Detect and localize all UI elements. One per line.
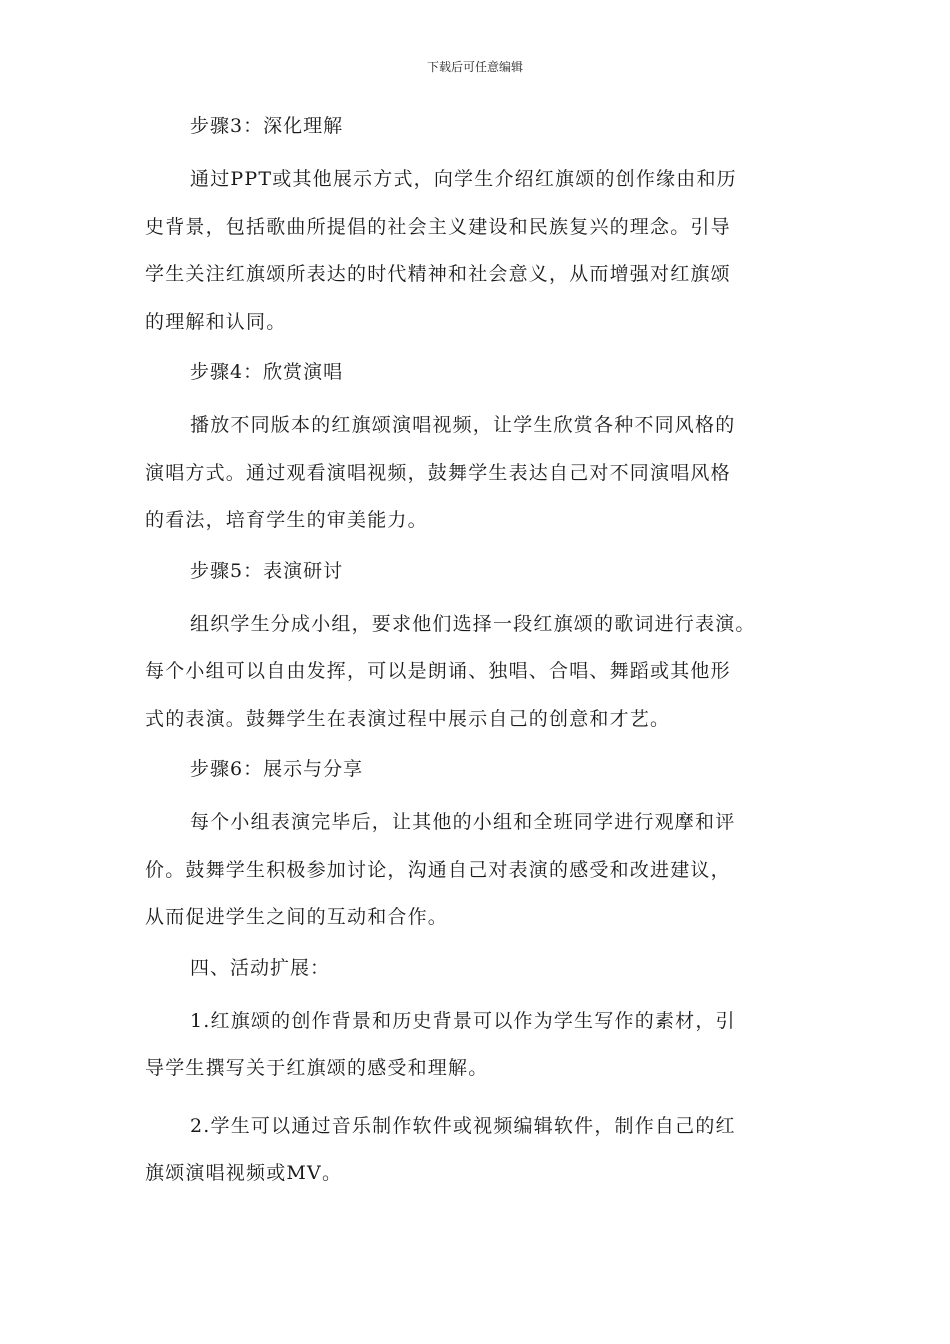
paragraph-line: 从而促进学生之间的互动和合作。 [145,906,449,928]
step-6-heading: 步骤6：展示与分享 [190,758,364,780]
paragraph-line: 史背景，包括歌曲所提倡的社会主义建设和民族复兴的理念。引导 [145,215,731,238]
step-6-paragraph [145,799,805,942]
paragraph-line: 旗颂演唱视频或MV。 [145,1162,343,1184]
step-4-heading: 步骤4：欣赏演唱 [190,361,344,383]
paragraph-line: 通过PPT或其他展示方式，向学生介绍红旗颂的创作缘由和历 [190,168,737,190]
paragraph-line: 播放不同版本的红旗颂演唱视频，让学生欣赏各种不同风格的 [190,414,736,436]
step-5-heading: 步骤5：表演研讨 [190,559,344,582]
extension-item-2 [145,1103,805,1198]
paragraph-line: 1.红旗颂的创作背景和历史背景可以作为学生写作的素材，引 [190,1009,736,1032]
paragraph-line: 组织学生分成小组，要求他们选择一段红旗颂的歌词进行表演。 [190,612,756,635]
step-5-paragraph [145,601,805,744]
paragraph-line: 每个小组可以自由发挥，可以是朗诵、独唱、合唱、舞蹈或其他形 [145,660,731,682]
paragraph-line: 价。鼓舞学生积极参加讨论，沟通自己对表演的感受和改进建议， [145,858,731,881]
paragraph-line: 式的表演。鼓舞学生在表演过程中展示自己的创意和才艺。 [145,707,671,730]
step-3-paragraph [145,156,805,346]
document-body [145,110,805,1208]
step-4-paragraph [145,402,805,545]
paragraph-line: 的看法，培育学生的审美能力。 [145,509,428,531]
page-header-note: 下载后可任意编辑 [426,60,523,74]
paragraph-line: 2.学生可以通过音乐制作软件或视频编辑软件，制作自己的红 [190,1114,736,1137]
paragraph-line: 每个小组表演完毕后，让其他的小组和全班同学进行观摩和评 [190,811,736,833]
extension-item-1 [145,998,805,1093]
step-3-heading: 步骤3：深化理解 [190,115,344,137]
activity-extension-heading: 四、活动扩展： [190,956,331,979]
paragraph-line: 的理解和认同。 [145,310,287,333]
paragraph-line: 学生关注红旗颂所表达的时代精神和社会意义，从而增强对红旗颂 [145,263,731,285]
paragraph-line: 演唱方式。通过观看演唱视频，鼓舞学生表达自己对不同演唱风格 [145,461,731,484]
paragraph-line: 导学生撰写关于红旗颂的感受和理解。 [145,1057,489,1079]
